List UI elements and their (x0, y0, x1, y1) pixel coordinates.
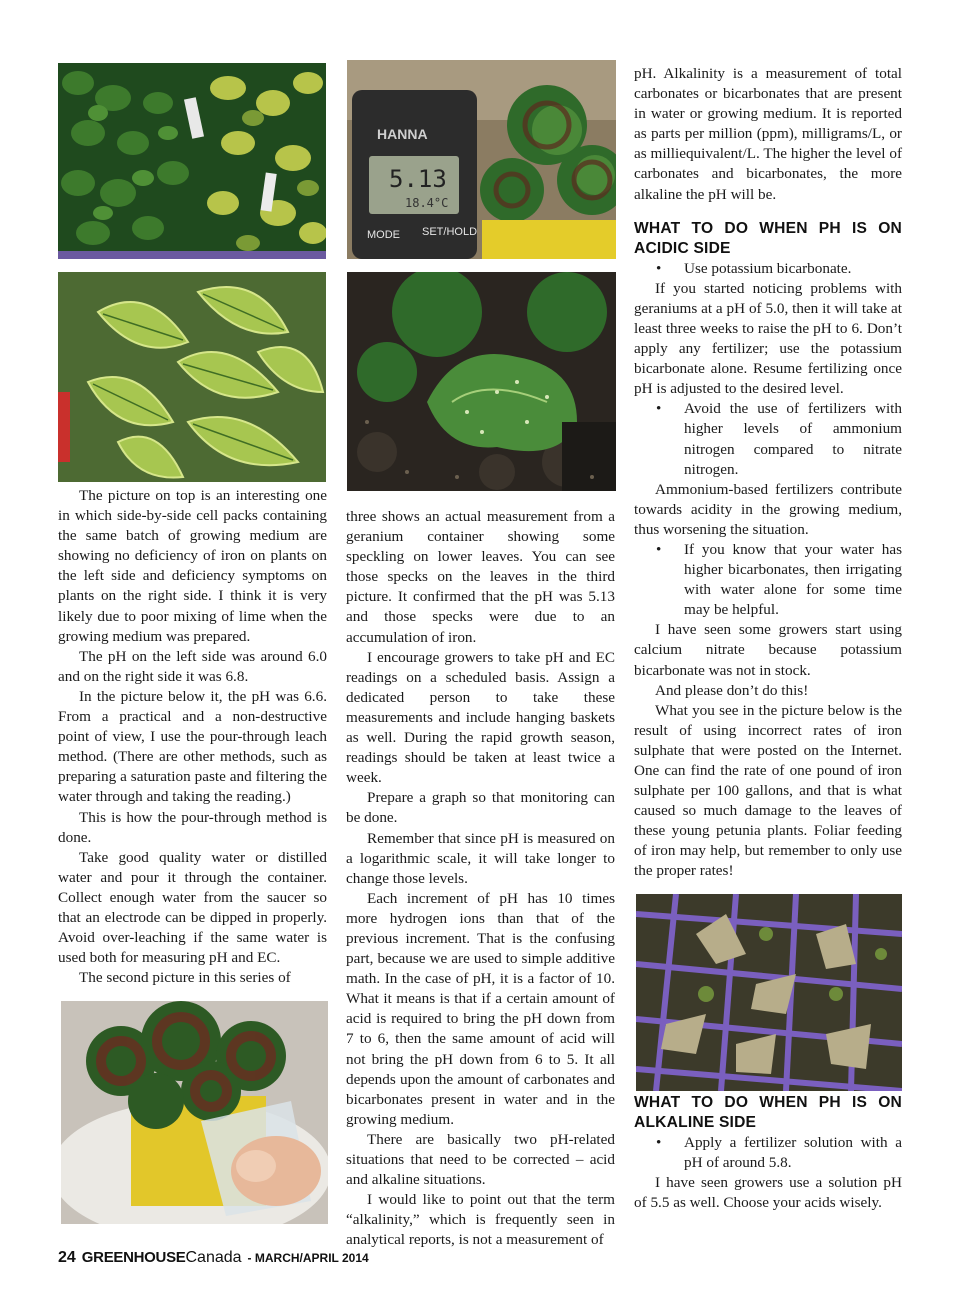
ph-meter-photo (347, 60, 616, 259)
body-paragraph: And please don’t do this! (655, 681, 809, 699)
body-paragraph: I have seen some growers start using calcium nitrate because potassium bicarbonate was not in stock. (634, 621, 902, 679)
body-paragraph: Each increment of pH has 10 times more hydrogen ions than that of the previous increment. That is the confusing part, because we are used to simple additive math. In the case of pH, it is a factor of 10. What it means is that if a certain amount of acid is required to bring the pH down from 7 to 6, then the same amount of acid will not bring the pH down from 6 to 5. It all depends upon the amount of carbonates and bicarbonates present in water and in the growing medium. (346, 889, 615, 1128)
meter-set-hold-button: SET/HOLD (422, 226, 478, 238)
bullet-dot: • (656, 400, 662, 418)
bullet-text: If you know that your water has higher bicarbonates, then irrigating with water alone for some time may be helpful. (684, 540, 902, 619)
pour-through-photo (61, 1001, 328, 1224)
bullet-item (634, 399, 902, 479)
bullet-item (634, 540, 902, 620)
bullet-dot: • (656, 540, 662, 558)
body-paragraph: If you started noticing problems with geraniums at a pH of 5.0, then it will take at least three weeks to raise the pH to 6. Don’t apply any fertilizer; use the potassium bicarbonate alone. Resume fertilizing once pH is adjusted to the desired level. (634, 279, 902, 398)
body-paragraph: I would like to point out that the term “alkalinity,” which is frequently seen in analytical reports, is not a measurement of (346, 1191, 615, 1249)
body-paragraph: I encourage growers to take pH and EC readings on a scheduled basis. Assign a dedicated person to take these measurements and include hanging baskets as well. During the rapid growth season, readings should be taken at least twice a week. (346, 648, 615, 787)
meter-reading: 5.13 (389, 165, 447, 193)
magazine-name-bold: GREENHOUSE (81, 1249, 186, 1266)
cell-packs-photo (58, 63, 326, 259)
meter-brand: HANNA (377, 126, 428, 142)
section-heading-acidic: WHAT TO DO WHEN PH IS ON ACIDIC SIDE (634, 219, 902, 257)
bullet-text: Apply a fertilizer solution with a pH of around 5.8. (684, 1133, 902, 1171)
image-spacer (634, 882, 902, 1093)
article-column-3 (634, 64, 902, 1213)
section-heading-alkaline: WHAT TO DO WHEN PH IS ON ALKALINE SIDE (634, 1093, 902, 1131)
bullet-text: Avoid the use of fertilizers with higher levels of ammonium nitrogen compared to nitrate nitrogen. (684, 400, 902, 478)
meter-mode-button: MODE (367, 229, 400, 241)
body-paragraph: The picture on top is an interesting one in which side-by-side cell packs containing the same batch of growing medium are showing no deficiency of iron on plants on the left side and deficiency symptoms on plants on the right side. I think it is very likely due to poor mixing of lime when the growing medium was prepared. (58, 487, 327, 645)
bullet-item (634, 1133, 902, 1173)
meter-temperature: 18.4°C (405, 196, 449, 210)
article-column-2 (346, 507, 615, 1250)
chlorotic-leaves-photo (58, 272, 326, 482)
body-paragraph: The pH on the left side was around 6.0 and on the right side it was 6.8. (58, 647, 327, 685)
body-paragraph: Prepare a graph so that monitoring can be done. (346, 789, 615, 827)
bullet-dot: • (656, 1133, 662, 1151)
body-paragraph: What you see in the picture below is the result of using incorrect rates of iron sulphate that were posted on the Internet. One can find the rate of one pound of iron sulphate per 100 gallons, and that is what caused so much damage to the leaves of these young petunia plants. Foliar feeding of iron may help, but remember to only use the proper rates! (634, 701, 902, 880)
body-paragraph: Ammonium-based fertilizers contribute towards acidity in the growing medium, thus worsening the situation. (634, 480, 902, 538)
body-paragraph: In the picture below it, the pH was 6.6. From a practical and a non-destructive point of view, I use the pour-through leach method. (There are other methods, such as preparing a saturation paste and filtering the water through and taking the reading.) (58, 687, 327, 806)
body-paragraph: There are basically two pH-related situations that need to be corrected – acid and alkaline situations. (346, 1130, 615, 1189)
body-paragraph: This is how the pour-through method is done. (58, 808, 327, 846)
body-paragraph: Take good quality water or distilled water and pour it through the container. Collect enough water from the saucer so that an electrode can be dipped in properly. Avoid over-leaching if the same water is used both for measuring pH and EC. (58, 848, 327, 967)
body-paragraph: three shows an actual measurement from a geranium container showing some speckling on lower leaves. You can see those specks on the leaves in the third picture. It confirmed that the pH was 5.13 and those specks were due to an accumulation of iron. (346, 508, 615, 646)
article-column-1 (58, 486, 327, 988)
speckled-geranium-leaf-photo (347, 272, 616, 491)
body-paragraph: pH. Alkalinity is a measurement of total carbonates or bicarbonates that are present in water or growing medium. It is reported as parts per million (ppm), milligrams/L, or as milliequivalent/L. The higher the level of carbonates and bicarbonates, the more alkaline the pH will be. (634, 65, 902, 203)
page-footer (58, 1249, 369, 1267)
body-paragraph: I have seen growers use a solution pH of 5.5 as well. Choose your acids wisely. (634, 1173, 902, 1211)
bullet-dot: • (656, 259, 662, 277)
body-paragraph: The second picture in this series of (79, 969, 291, 987)
bullet-item (634, 259, 902, 279)
page-number: 24 (58, 1249, 76, 1266)
bullet-text: Use potassium bicarbonate. (684, 259, 852, 277)
body-paragraph: Remember that since pH is measured on a logarithmic scale, it will take longer to change those levels. (346, 829, 615, 887)
issue-date: - MARCH/APRIL 2014 (247, 1251, 369, 1265)
magazine-name-light: Canada (185, 1249, 242, 1266)
